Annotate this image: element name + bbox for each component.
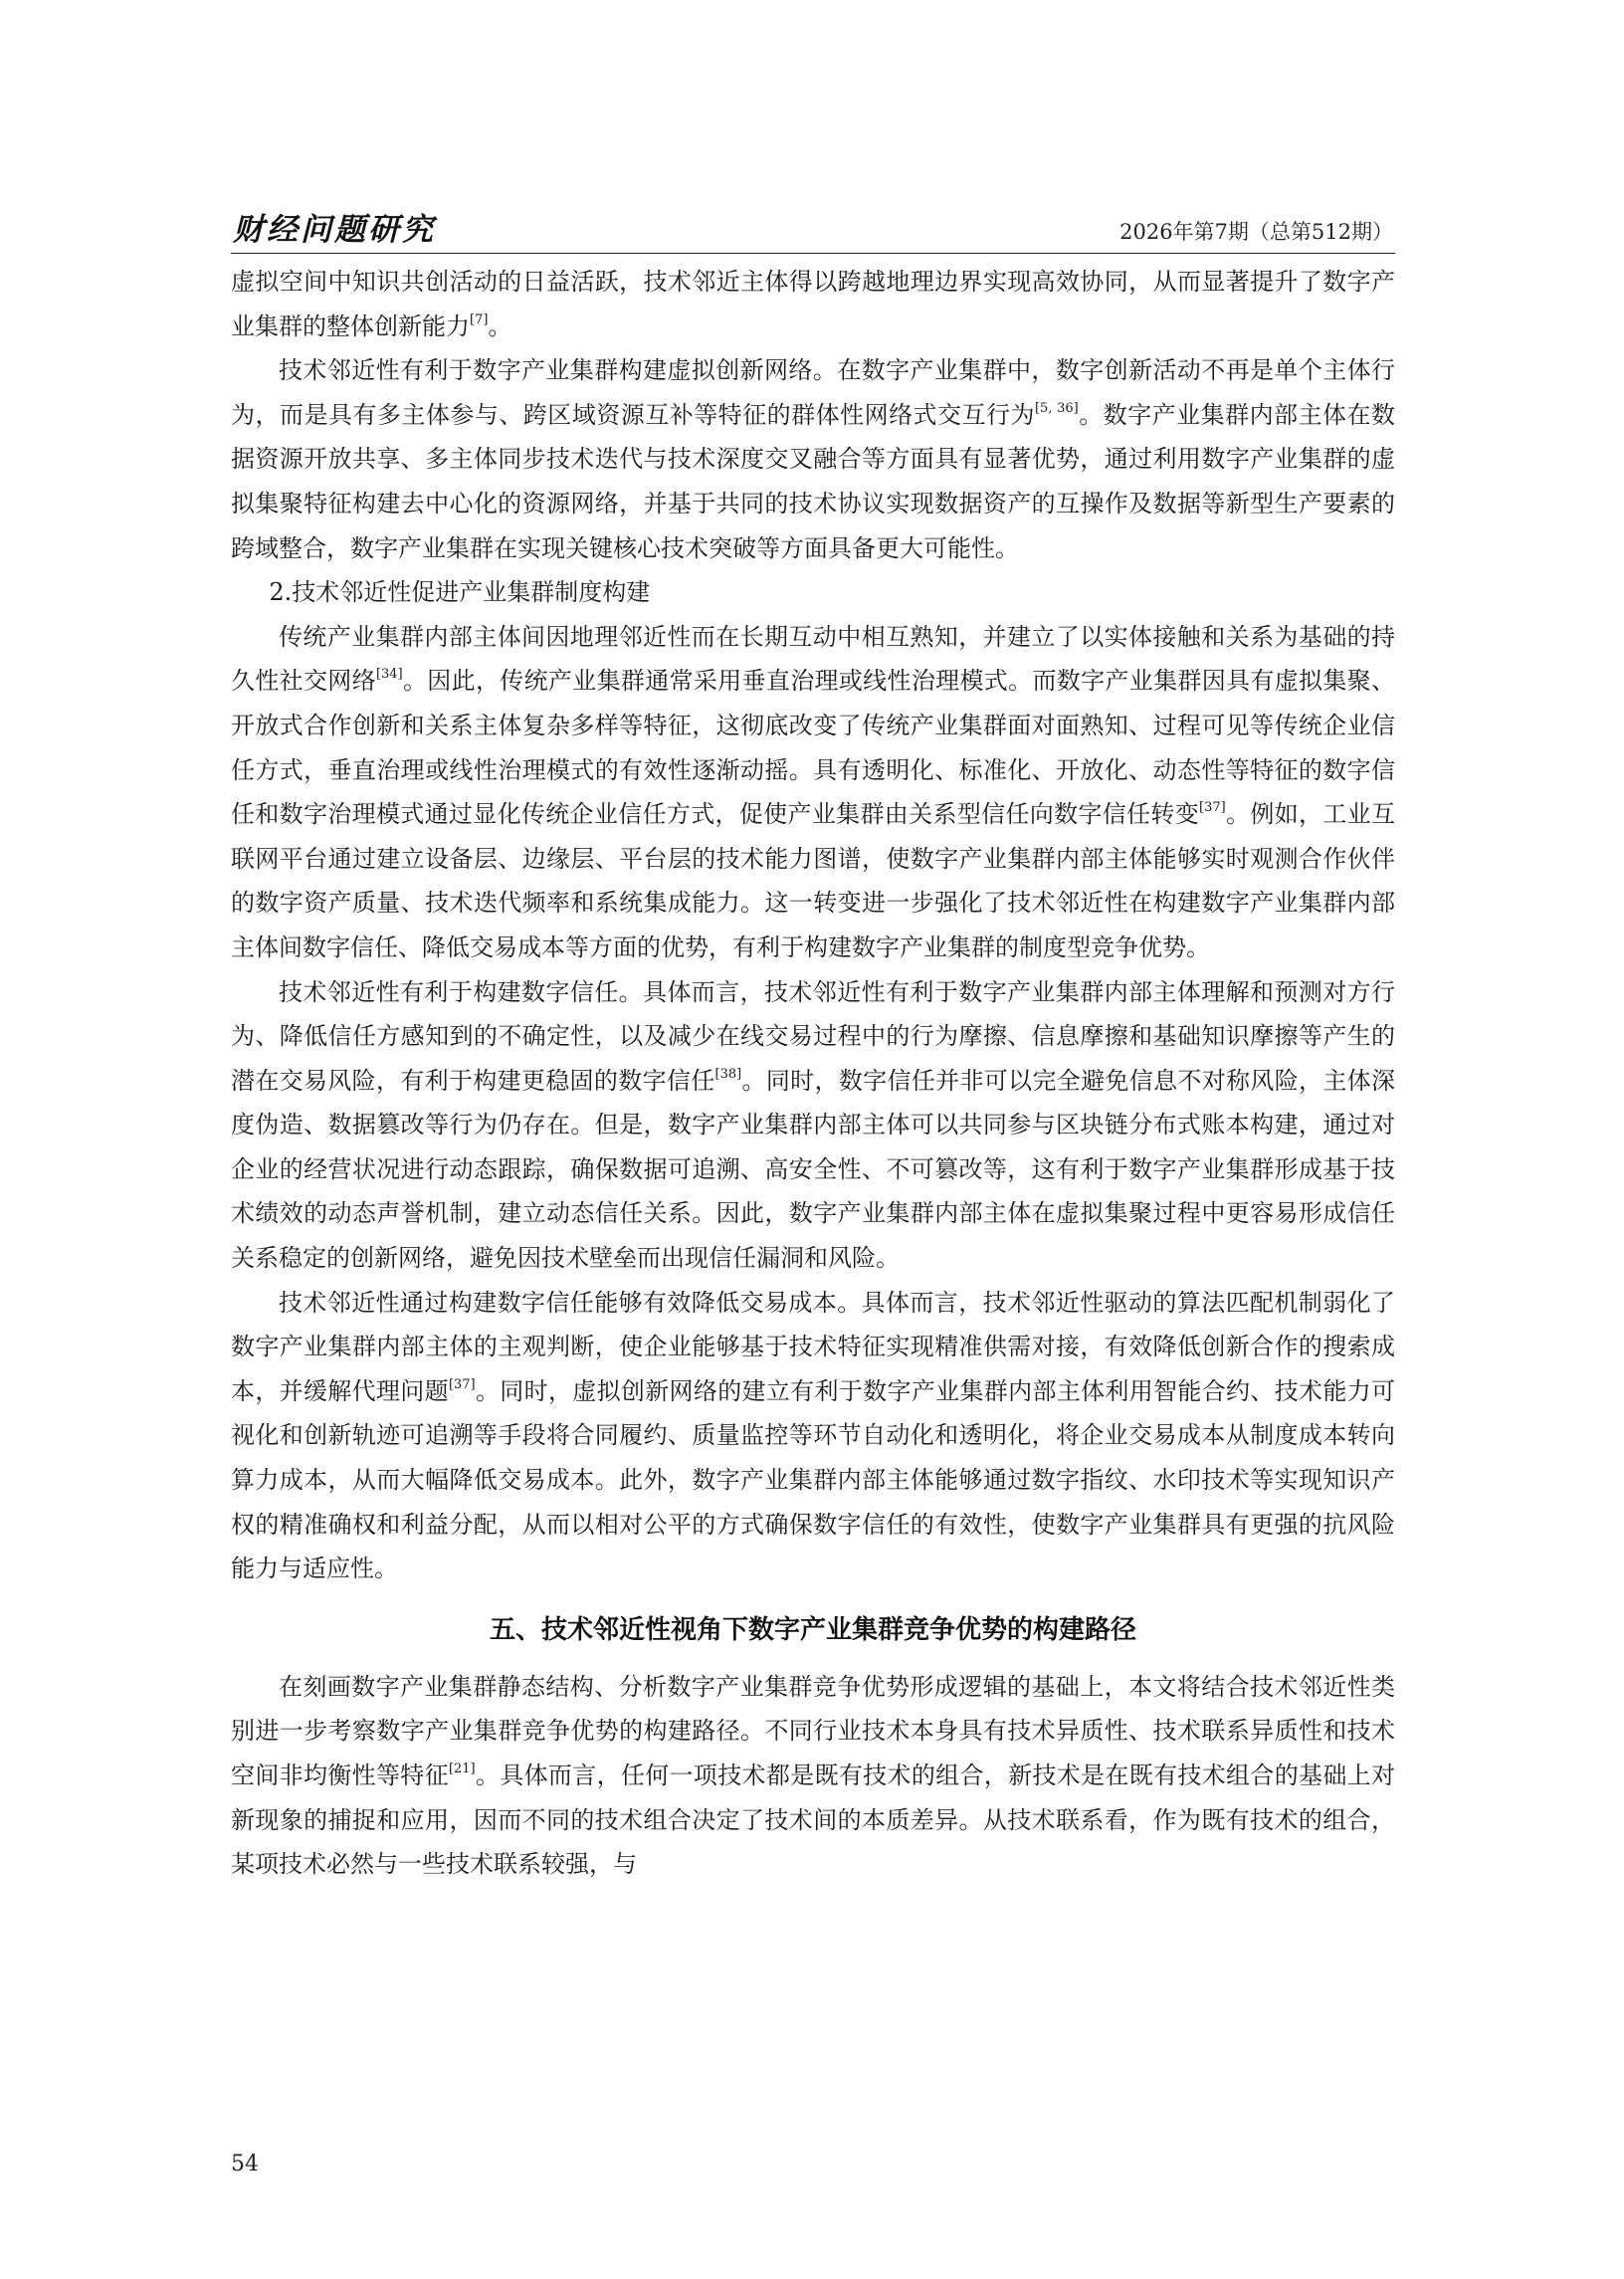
paragraph: 技术邻近性有利于构建数字信任。具体而言，技术邻近性有利于数字产业集群内部主体理解和预测对方行为、降低信任方感知到的不确定性，以及减少在线交易过程中的行为摩擦、信息摩擦和基础知识摩擦等产生的潜在交易风险，有利于构建更稳固的数字信任[38]。同时，数字信任并非可以完全避免信息不对称风险，主体深度伪造、数据篡改等行为仍存在。但是，数字产业集群内部主体可以共同参与区块链分布式账本构建，通过对企业的经营状况进行动态跟踪，确保数据可追溯、高安全性、不可篡改等，这有利于数字产业集群形成基于技术绩效的动态声誉机制，建立动态信任关系。因此，数字产业集群内部主体在虚拟集聚过程中更容易形成信任关系稳定的创新网络，避免因技术壁垒而出现信任漏洞和风险。 xyxy=(231,977,1395,1273)
paragraph: 传统产业集群内部主体间因地理邻近性而在长期互动中相互熟知，并建立了以实体接触和关系为基础的持久性社交网络[34]。因此，传统产业集群通常采用垂直治理或线性治理模式。而数字产业集群因具有虚拟集聚、开放式合作创新和关系主体复杂多样等特征，这彻底改变了传统产业集群面对面熟知、过程可见等传统企业信任方式，垂直治理或线性治理模式的有效性逐渐动摇。具有透明化、标准化、开放化、动态性等特征的数字信任和数字治理模式通过显化传统企业信任方式，促使产业集群由关系型信任向数字信任转变[37]。例如，工业互联网平台通过建立设备层、边缘层、平台层的技术能力图谱，使数字产业集群内部主体能够实时观测合作伙伴的数字资产质量、技术迭代频率和系统集成能力。这一转变进一步强化了技术邻近性在构建数字产业集群内部主体间数字信任、降低交易成本等方面的优势，有利于构建数字产业集群的制度型竞争优势。 xyxy=(231,622,1396,961)
issue-info: 2026年第7期（总第512期） xyxy=(1119,220,1393,244)
citation: [38] xyxy=(714,1066,742,1082)
journal-logo: 财经问题研究 xyxy=(233,212,436,248)
paper-page xyxy=(231,209,1395,1887)
paragraph: 技术邻近性有利于数字产业集群构建虚拟创新网络。在数字产业集群中，数字创新活动不再是单个主体行为，而是具有多主体参与、跨区域资源互补等特征的群体性网络式交互行为[5, 36]。数字产业集群内部主体在数据资源开放共享、多主体同步技术迭代与技术深度交叉融合等方面具有显著优势，通过利用数字产业集群的虚拟集聚特征构建去中心化的资源网络，并基于共同的技术协议实现数据资产的互操作及数据等新型生产要素的跨域整合，数字产业集群在实现关键核心技术突破等方面具备更大可能性。 xyxy=(231,356,1395,562)
page-number: 54 xyxy=(231,2152,259,2176)
paragraph: 在刻画数字产业集群静态结构、分析数字产业集群竞争优势形成逻辑的基础上，本文将结合技术邻近性类别进一步考察数字产业集群竞争优势的构建路径。不同行业技术本身具有技术异质性、技术联系异质性和技术空间非均衡性等特征[21]。具体而言，任何一项技术都是既有技术的组合，新技术是在既有技术组合的基础上对新现象的捕捉和应用，因而不同的技术组合决定了技术间的本质差异。从技术联系看，作为既有技术的组合，某项技术必然与一些技术联系较强，与 xyxy=(231,1672,1396,1879)
paragraph: 技术邻近性通过构建数字信任能够有效降低交易成本。具体而言，技术邻近性驱动的算法匹配机制弱化了数字产业集群内部主体的主观判断，使企业能够基于技术特征实现精准供需对接，有效降低创新合作的搜索成本，并缓解代理问题[37]。同时，虚拟创新网络的建立有利于数字产业集群内部主体利用智能合约、技术能力可视化和创新轨迹可追溯等手段将合同履约、质量监控等环节自动化和透明化，将企业交易成本从制度成本转向算力成本，从而大幅降低交易成本。此外，数字产业集群内部主体能够通过数字指纹、水印技术等实现知识产权的精准确权和利益分配，从而以相对公平的方式确保数字信任的有效性，使数字产业集群具有更强的抗风险能力与适应性。 xyxy=(231,1288,1396,1583)
running-header xyxy=(231,209,1395,254)
citation: [37] xyxy=(448,1376,476,1392)
section-title: 五、技术邻近性视角下数字产业集群竞争优势的构建路径 xyxy=(489,1614,1136,1645)
citation: [5, 36] xyxy=(1034,400,1079,416)
citation: [34] xyxy=(375,667,403,683)
body-text xyxy=(231,260,1395,1887)
citation: [37] xyxy=(1199,800,1226,816)
paragraph-continued: 虚拟空间中知识共创活动的日益活跃，技术邻近主体得以跨越地理边界实现高效协同，从而显著提升了数字产业集群的整体创新能力[7]。 xyxy=(231,268,1395,340)
citation: [21] xyxy=(448,1761,476,1776)
citation: [7] xyxy=(470,311,489,327)
subsection-heading: 2.技术邻近性促进产业集群制度构建 xyxy=(269,578,651,607)
